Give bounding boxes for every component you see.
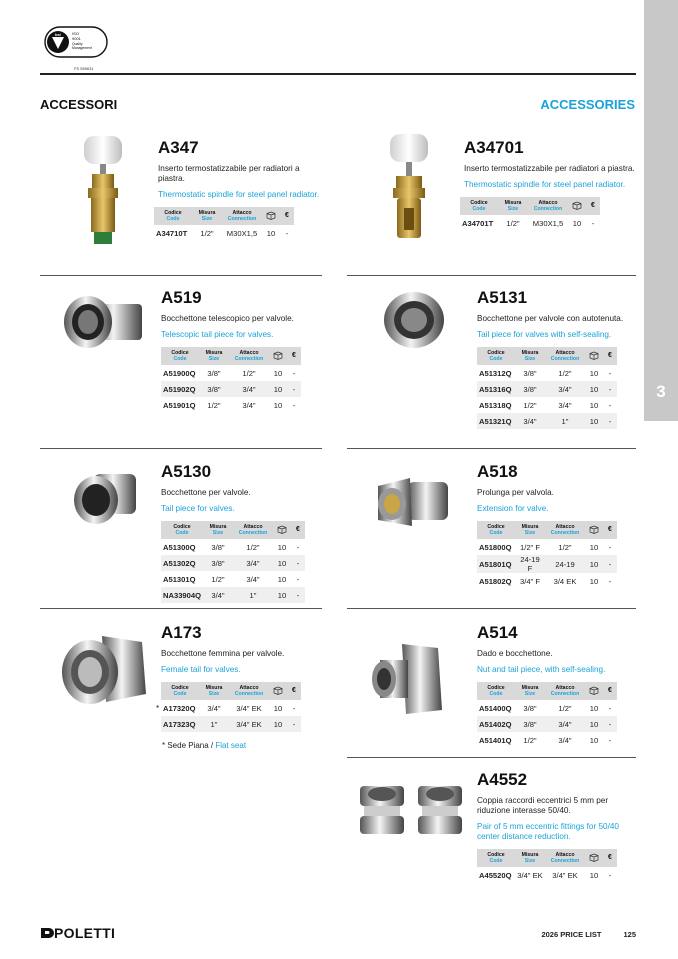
description-en: Tail piece for valves with self-sealing. (477, 330, 612, 339)
cell-connection: 3/4" EK (236, 703, 262, 713)
footer-info (541, 930, 636, 939)
cell-code: A51402Q (477, 716, 515, 732)
spec-table (161, 682, 301, 732)
col-price: € (291, 521, 305, 539)
col-pack-qty (585, 347, 603, 365)
cell-code: NA33904Q (161, 587, 203, 603)
description-en: Pair of 5 mm eccentric fittings for 50/40 center distance reduction. (477, 822, 619, 841)
cell-connection: 1/2" (558, 703, 572, 713)
col-size: Misura Size (199, 347, 229, 365)
separator (40, 275, 322, 276)
description-it: Bocchettone femmina per valvole. (161, 649, 285, 658)
cell-code: A51301Q (163, 574, 196, 584)
col-code: Codice Code (477, 682, 515, 700)
cell-connection: 1/2" (558, 368, 572, 378)
description-it: Inserto termostatizzabile per radiatori a piastra. (158, 164, 300, 183)
cell-price: - (603, 716, 617, 732)
description-en: Telescopic tail piece for valves. (161, 330, 274, 339)
product-code: A347 (158, 138, 199, 157)
cell-size: 3/8" (203, 555, 233, 571)
cell-code: A51800Q (479, 542, 512, 552)
col-code: Codice Code (477, 521, 515, 539)
a5131-product-image (382, 290, 446, 352)
cell-price: - (287, 716, 301, 732)
product-a5130 (161, 462, 321, 603)
cell-pack-qty: 10 (273, 587, 291, 603)
cell-size: 1/2" (523, 400, 537, 410)
col-connection: Attacco Connection (233, 521, 273, 539)
table-row (161, 365, 301, 381)
page-number: 125 (623, 930, 636, 939)
cell-pack-qty: 10 (269, 716, 287, 732)
product-a514 (477, 623, 636, 748)
separator (347, 757, 636, 758)
cell-price: - (285, 228, 289, 238)
product-a5131 (477, 288, 636, 429)
col-code: Codice Code (161, 521, 203, 539)
col-pack-qty (585, 682, 603, 700)
cell-connection: 3/4" EK (552, 870, 578, 880)
description-it: Bocchettone per valvole. (161, 488, 251, 497)
footnote-it: * Sede Piana / (162, 741, 216, 750)
col-connection: Attacco Connection (545, 682, 585, 700)
cell-price: - (608, 870, 612, 880)
description-en: Female tail for valves. (161, 665, 241, 674)
a173-product-image (60, 630, 150, 712)
table-row (477, 867, 617, 883)
cell-size: 1/2" (506, 218, 520, 228)
section-title-it: ACCESSORI (40, 97, 118, 112)
cell-code: A51316Q (477, 381, 515, 397)
cell-size: 3/8" (515, 381, 545, 397)
table-row (161, 716, 301, 732)
spec-table (161, 521, 305, 603)
cell-size: 3/8" (523, 703, 537, 713)
a514-product-image (368, 638, 446, 720)
cell-price: - (292, 400, 296, 410)
chapter-tab (644, 0, 678, 421)
cell-code: A34710T (156, 228, 188, 238)
bsi-certification-badge (44, 26, 108, 71)
cell-code: A51300Q (163, 542, 196, 552)
table-row (477, 732, 617, 748)
col-price: € (586, 197, 600, 215)
description-it: Inserto termostatizzabile per radiatori a piastra. (464, 164, 635, 173)
col-connection: Attacco Connection (229, 347, 269, 365)
cell-connection: 3/4" (545, 381, 585, 397)
cell-code: A45520Q (479, 870, 512, 880)
badge-line-2: 9001 (72, 36, 81, 41)
table-row (477, 397, 617, 413)
col-price: € (287, 682, 301, 700)
cell-pack-qty: 10 (273, 368, 283, 378)
description-en: Extension for valve. (477, 504, 549, 513)
box-icon (273, 351, 283, 360)
box-icon (277, 525, 287, 534)
price-list-label: 2026 PRICE LIST (541, 930, 602, 939)
spec-table (477, 521, 617, 589)
product-a4552 (477, 770, 636, 883)
table-row (477, 539, 617, 555)
cell-code: A51902Q (161, 381, 199, 397)
cell-price: - (296, 574, 300, 584)
table-row (161, 700, 301, 716)
cell-size: 1/2" (207, 400, 221, 410)
table-row (477, 413, 617, 429)
cell-connection: 1" (545, 413, 585, 429)
product-a173 (161, 623, 321, 732)
col-pack-qty (568, 197, 586, 215)
description-en: Thermostatic spindle for steel panel radiator. (464, 180, 626, 189)
cell-size: 3/8" (211, 542, 225, 552)
col-connection: Attacco Connection (229, 682, 269, 700)
cell-connection: 3/4" (229, 381, 269, 397)
col-price: € (603, 682, 617, 700)
footnote-marker: * (156, 704, 160, 713)
product-a34701 (464, 138, 636, 231)
col-size: Misura Size (192, 207, 222, 225)
product-code: A34701 (464, 138, 524, 157)
cell-code: A17323Q (161, 716, 199, 732)
footnote (162, 741, 246, 750)
cell-price: - (291, 587, 305, 603)
poletti-logo-mark (40, 927, 54, 939)
cell-connection: 3/4" (233, 555, 273, 571)
cell-pack-qty: 10 (589, 703, 599, 713)
poletti-logo (40, 925, 115, 941)
product-a347 (158, 138, 323, 241)
cell-price: - (292, 703, 296, 713)
cell-price: - (287, 381, 301, 397)
a519-product-image (60, 292, 146, 354)
cell-pack-qty: 10 (585, 381, 603, 397)
table-row (161, 555, 305, 571)
cell-connection: 1/2" (558, 542, 572, 552)
col-size: Misura Size (515, 347, 545, 365)
cell-code: A51321Q (477, 413, 515, 429)
table-row (161, 381, 301, 397)
col-price: € (603, 849, 617, 867)
cell-pack-qty: 10 (585, 716, 603, 732)
cell-size: 24-19 F (515, 555, 545, 573)
product-code: A173 (161, 623, 202, 642)
brand-name: POLETTI (54, 925, 116, 941)
cell-price: - (608, 576, 612, 586)
cell-pack-qty: 10 (277, 574, 287, 584)
cell-pack-qty: 10 (572, 218, 582, 228)
cell-pack-qty: 10 (585, 555, 603, 573)
cell-pack-qty: 10 (273, 555, 291, 571)
section-title-en: ACCESSORIES (540, 97, 635, 112)
cell-pack-qty: 10 (585, 413, 603, 429)
col-code: Codice Code (161, 682, 199, 700)
cell-code: A51302Q (161, 555, 203, 571)
cell-connection: M30X1,5 (532, 218, 564, 228)
cell-size: 3/8" (207, 368, 221, 378)
description-it: Dado e bocchettone. (477, 649, 553, 658)
cell-connection: M30X1,5 (226, 228, 258, 238)
cell-code: A51900Q (163, 368, 196, 378)
spec-table (460, 197, 600, 231)
cell-code: A51401Q (479, 735, 512, 745)
chapter-number: 3 (656, 382, 666, 401)
footnote-en: Flat seat (215, 741, 247, 750)
cell-code: A34701T (462, 218, 494, 228)
description-it: Prolunga per valvola. (477, 488, 554, 497)
badge-line-4: Management (72, 46, 92, 50)
cell-code: A51901Q (163, 400, 196, 410)
cell-connection: 3/4" (545, 716, 585, 732)
col-connection: Attacco Connection (545, 347, 585, 365)
cell-code: A51318Q (479, 400, 512, 410)
product-code: A5130 (161, 462, 212, 481)
cell-pack-qty: 10 (589, 542, 599, 552)
table-row (460, 215, 600, 231)
cell-pack-qty: 10 (277, 542, 287, 552)
col-code: Codice Code (154, 207, 192, 225)
product-a519 (161, 288, 321, 413)
badge-caption: FS 559631 (74, 66, 94, 71)
table-row (161, 397, 301, 413)
a518-product-image (372, 472, 452, 532)
product-code: A518 (477, 462, 518, 481)
cell-size: 1/2" (200, 228, 214, 238)
cell-connection: 3/4 EK (553, 576, 577, 586)
cell-size: 3/8" (199, 381, 229, 397)
cell-size: 3/4" (203, 587, 233, 603)
col-price: € (603, 347, 617, 365)
table-row (477, 555, 617, 573)
table-row (477, 700, 617, 716)
cell-size: 1" (199, 716, 229, 732)
col-pack-qty (269, 682, 287, 700)
box-icon (589, 351, 599, 360)
cell-price: - (608, 703, 612, 713)
description-en: Nut and tail piece, with self-sealing. (477, 665, 606, 674)
col-size: Misura Size (498, 197, 528, 215)
separator (347, 608, 636, 609)
cell-size: 1/2" (523, 735, 537, 745)
col-size: Misura Size (515, 521, 545, 539)
cell-pack-qty: 10 (269, 381, 287, 397)
cell-connection: 3/4" EK (229, 716, 269, 732)
col-code: Codice Code (161, 347, 199, 365)
table-row (161, 587, 305, 603)
cell-size: 3/4" F (519, 576, 540, 586)
description-it: Bocchettone per valvole con autotenuta. (477, 314, 624, 323)
a347-product-image (78, 132, 128, 248)
spec-table (477, 682, 617, 748)
col-size: Misura Size (515, 682, 545, 700)
cell-price: - (603, 413, 617, 429)
col-code: Codice Code (477, 849, 515, 867)
box-icon (589, 686, 599, 695)
a34701-product-image (384, 130, 434, 246)
col-size: Misura Size (199, 682, 229, 700)
cell-pack-qty: 10 (273, 400, 283, 410)
a4552-product-image (354, 780, 470, 840)
cell-price: - (608, 368, 612, 378)
cell-code: A51312Q (479, 368, 512, 378)
cell-code: A17320Q (163, 703, 196, 713)
cell-price: - (292, 368, 296, 378)
product-code: A514 (477, 623, 518, 642)
cell-pack-qty: 10 (589, 576, 599, 586)
cell-price: - (603, 381, 617, 397)
col-size: Misura Size (515, 849, 545, 867)
cell-price: - (591, 218, 595, 228)
col-connection: Attacco Connection (528, 197, 568, 215)
col-connection: Attacco Connection (545, 849, 585, 867)
cell-price: - (608, 735, 612, 745)
table-row (154, 225, 294, 241)
cell-price: - (608, 400, 612, 410)
description-en: Thermostatic spindle for steel panel radiator. (158, 190, 320, 199)
cell-price: - (291, 555, 305, 571)
cell-pack-qty: 10 (589, 400, 599, 410)
cell-size: 3/4" (515, 413, 545, 429)
spec-table (477, 347, 617, 429)
description-it: Coppia raccordi eccentrici 5 mm per riduzione interasse 50/40. (477, 796, 609, 815)
col-price: € (280, 207, 294, 225)
cell-price: - (608, 542, 612, 552)
col-pack-qty (273, 521, 291, 539)
table-row (161, 539, 305, 555)
cell-size: 1/2" F (519, 542, 540, 552)
svg-text:bsi: bsi (55, 32, 61, 37)
box-icon (266, 211, 276, 220)
product-code: A4552 (477, 770, 528, 789)
cell-size: 3/4" (207, 703, 221, 713)
description-en: Tail piece for valves. (161, 504, 235, 513)
cell-pack-qty: 10 (589, 870, 599, 880)
col-code: Codice Code (477, 347, 515, 365)
cell-size: 3/8" (515, 716, 545, 732)
cell-pack-qty: 10 (589, 735, 599, 745)
col-pack-qty (262, 207, 280, 225)
cell-connection: 3/4" (558, 735, 572, 745)
table-row (477, 381, 617, 397)
cell-connection: 3/4" (246, 574, 260, 584)
col-connection: Attacco Connection (545, 521, 585, 539)
table-row (477, 365, 617, 381)
product-code: A519 (161, 288, 202, 307)
cell-code: A51801Q (477, 555, 515, 573)
spec-table (161, 347, 301, 413)
cell-connection: 3/4" (242, 400, 256, 410)
table-row (161, 571, 305, 587)
cell-connection: 3/4" (558, 400, 572, 410)
box-icon (589, 525, 599, 534)
cell-size: 1/2" (211, 574, 225, 584)
table-row (477, 716, 617, 732)
cell-code: A51400Q (479, 703, 512, 713)
separator (40, 448, 322, 449)
cell-pack-qty: 10 (589, 368, 599, 378)
cell-price: - (296, 542, 300, 552)
top-rule (40, 73, 636, 75)
col-pack-qty (269, 347, 287, 365)
cell-size: 3/8" (523, 368, 537, 378)
cell-pack-qty: 10 (273, 703, 283, 713)
col-connection: Attacco Connection (222, 207, 262, 225)
description-it: Bocchettone telescopico per valvole. (161, 314, 294, 323)
separator (347, 275, 636, 276)
product-code: A5131 (477, 288, 528, 307)
table-row (477, 573, 617, 589)
cell-connection: 24-19 (545, 555, 585, 573)
col-size: Misura Size (203, 521, 233, 539)
badge-line-1: ISO (72, 31, 79, 36)
spec-table (477, 849, 617, 883)
col-pack-qty (585, 849, 603, 867)
separator (40, 608, 322, 609)
box-icon (589, 853, 599, 862)
a5130-product-image (72, 466, 140, 530)
cell-connection: 1/2" (242, 368, 256, 378)
cell-price: - (603, 555, 617, 573)
separator (347, 448, 636, 449)
product-a518 (477, 462, 636, 589)
col-price: € (603, 521, 617, 539)
box-icon (572, 201, 582, 210)
cell-connection: 1" (233, 587, 273, 603)
cell-connection: 1/2" (246, 542, 260, 552)
spec-table (154, 207, 294, 241)
cell-pack-qty: 10 (266, 228, 276, 238)
box-icon (273, 686, 283, 695)
badge-line-3: Quality (72, 42, 83, 46)
col-code: Codice Code (460, 197, 498, 215)
col-price: € (287, 347, 301, 365)
cell-size: 3/4" EK (517, 870, 543, 880)
cell-code: A51802Q (479, 576, 512, 586)
col-pack-qty (585, 521, 603, 539)
